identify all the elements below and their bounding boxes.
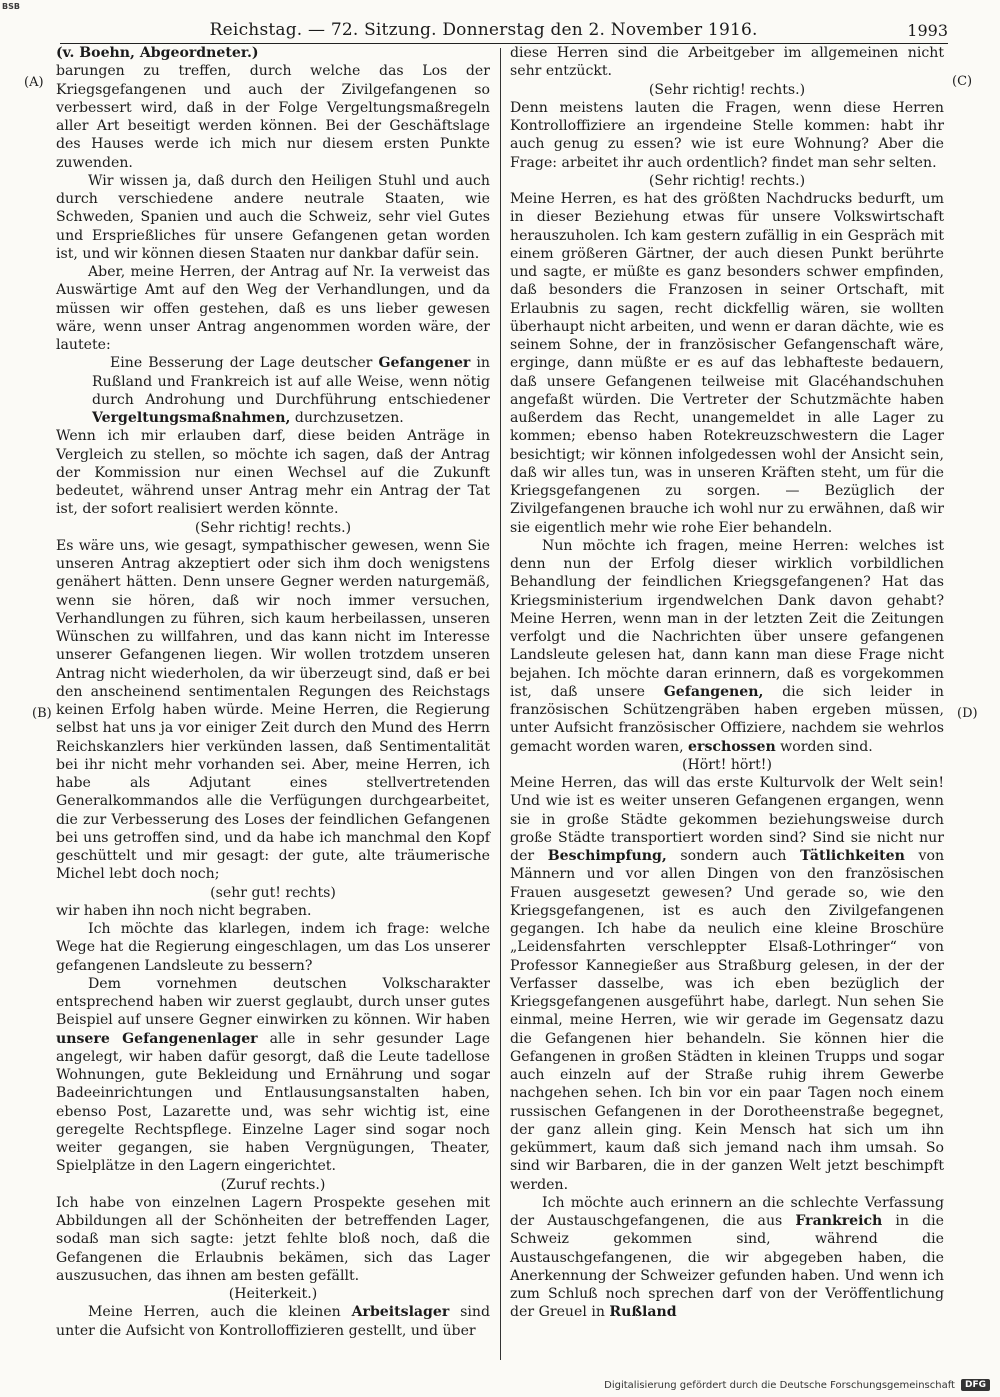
text-span: Eine Besserung der Lage deutscher bbox=[110, 355, 373, 372]
page-header bbox=[60, 14, 948, 44]
emphasis: Gefangener bbox=[378, 355, 471, 372]
header-title: Reichstag. — 72. Sitzung. Donnerstag den 2. November 1916. bbox=[209, 20, 758, 40]
text-span: in Rußland und Frankreich ist auf alle Weise, wenn nötig durch Androhung und Durchführung entschiedener bbox=[92, 355, 490, 408]
margin-mark-b: (B) bbox=[32, 706, 52, 721]
text-span: Ich möchte auch erinnern an die schlechte Verfassung der Austauschgefangenen, die aus bbox=[510, 1194, 944, 1229]
emphasis: Vergeltungsmaßnahmen, bbox=[92, 410, 291, 426]
interjection: (Sehr richtig! rechts.) bbox=[194, 519, 352, 536]
left-column bbox=[56, 44, 490, 1340]
text-span: in die Schweiz gekommen sind, während die Austauschgefangenen, die wir abgegeben haben, die Anerkennung der Schweizer gefunden haben. Und wenn ich zum Schluß noch sprechen darf von der Veröffentlichung der Greuel in bbox=[510, 1213, 944, 1321]
margin-mark-d: (D) bbox=[957, 706, 978, 721]
paragraph bbox=[56, 1303, 490, 1340]
interjection: (sehr gut! rechts) bbox=[210, 884, 336, 901]
paragraph bbox=[510, 1194, 944, 1322]
paragraph: Wenn ich mir erlauben darf, diese beiden Anträge in Vergleich zu stellen, so möchte ich sagen, daß der Antrag der Kommission nur einen Wechsel auf die Zukunft bedeutet, während unser Antrag mehr ein Antrag der Tat ist, der sofort realisiert werden könnte. bbox=[56, 428, 490, 518]
emphasis: Frankreich bbox=[795, 1213, 883, 1229]
text-span: die sich leider in französischen Schützengräben haben ergeben müssen, unter Aufsicht französischer Offiziere, nachdem sie wehrlos gemacht worden waren, bbox=[510, 683, 945, 755]
emphasis: erschossen bbox=[688, 738, 776, 755]
margin-mark-a: (A) bbox=[24, 75, 44, 90]
speaker-line: (v. Boehn, Abgeordneter.) bbox=[56, 45, 259, 61]
paragraph: Ich möchte das klarlegen, indem ich frage: welche Wege hat die Regierung eingeschlagen, um das Los unserer gefangenen Landsleute zu bessern? bbox=[56, 921, 490, 974]
paragraph: Meine Herren, es hat des größten Nachdrucks bedurft, um in dieser Beziehung etwas für unsere Volkswirtschaft herauszuholen. Ich kam gestern zufällig in ein Gespräch mit einem größeren Gärtner, der auch diesen Punkt berührte und sagte, er müßte es ganz besonders schwer empfinden, daß besonders die Franzosen in seiner Ortschaft, mit Erlaubnis zu sagen, recht dickfellig wären, sie wollten überhaupt nicht arbeiten, und wenn er daran dächte, wie es seinem Sohne, der in französischer Gefangenschaft wäre, erginge, dann müßte er es auf das lebhafteste bedauern, daß unsere Gefangenen teilweise mit Glacéhandschuhen angefaßt würden. Die Vertreter der Schutzmächte haben außerdem das Recht, unangemeldet in alle Lager zu kommen; ebenso haben Rotekreuzschwestern die Lager besichtigt; wir können infolgedessen wohl der Ansicht sein, daß wir alles tun, was in unseren Kräften steht, um für die Kriegsgefangenen zu sorgen. — Bezüglich der Zivilgefangenen brauche ich wohl nur zu erwähnen, daß wir sie eigentlich mehr wie rohe Eier behandeln. bbox=[510, 191, 944, 536]
interjection: (Sehr richtig! rechts.) bbox=[648, 172, 806, 189]
text-span: worden sind. bbox=[780, 738, 873, 755]
paragraph: Denn meistens lauten die Fragen, wenn diese Herren Kontrolloffiziere an irgendeine Stelle kommen: habt ihr auch genug zu essen? wie ist eure Wohnung? Aber die Frage: arbeitet ihr auch ordentlich? findet man sehr selten. bbox=[510, 99, 944, 171]
paragraph bbox=[510, 774, 944, 1194]
emphasis: Gefangenen, bbox=[663, 683, 764, 700]
text-span: sind unter die Aufsicht von Kontrolloffizieren gestellt, und über bbox=[56, 1304, 490, 1339]
emphasis: Arbeitslager bbox=[351, 1304, 450, 1321]
text-span: Nun möchte ich fragen, meine Herren: welches ist denn nun der Erfolg dieser wirklich vorbildlichen Behandlung der feindlichen Kriegsgefangenen? Hat das Kriegsministerium irgendwelchen Dank davon gehabt? Meine Herren, wenn man in der letzten Zeit die Zeitungen verfolgt und die Nachrichten über unsere gefangenen Landsleute gelesen hat, dann kann man diese Frage nicht bejahen. Ich möchte daran erinnern, daß es vorgekommen ist, daß unsere bbox=[510, 537, 944, 700]
emphasis: Tätlichkeiten bbox=[800, 848, 905, 864]
interjection: (Sehr richtig! rechts.) bbox=[648, 81, 806, 98]
paragraph: Wir wissen ja, daß durch den Heiligen Stuhl und auch durch verschiedene andere neutrale Staaten, wie Schweden, Spanien und auch die Schweiz, sehr viel Gutes und Ersprießliches für unsere Gefangenen getan worden ist, und wir können diesen Staaten nur dankbar dafür sein. bbox=[56, 172, 490, 262]
interjection: (Hört! hört!) bbox=[682, 756, 772, 773]
interjection: (Zuruf rechts.) bbox=[220, 1176, 326, 1193]
paragraph: Es wäre uns, wie gesagt, sympathischer gewesen, wenn Sie unseren Antrag akzeptiert oder sich ihm doch wenigstens genähert hätten. Denn unsere Gegner werden naturgemäß, wenn sie hören, daß wir noch immer versuchen, Verhandlungen zu führen, sich kaum herbeilassen, unseren Wünschen zu willfahren, und das kann nicht im Interesse unserer Gefangenen liegen. Wir wollen trotzdem unseren Antrag nicht wiederholen, da wir überzeugt sind, daß er bei den anscheinend sentimentalen Regungen des Reichstags keinen Erfolg haben würde. Meine Herren, die Regierung selbst hat uns ja vor einiger Zeit durch den Mund des Herrn Reichskanzlers hier verkünden lassen, daß Sentimentalität bei ihr nicht mehr vorhanden sei. Aber, meine Herren, ich habe als Adjutant eines stellvertretenden Generalkommandos alle die Verfügungen durchgearbeitet, die zur Verbesserung des Loses der feindlichen Gefangenen bei uns getroffen sind, und da habe ich manchmal den Kopf geschüttelt und mir gesagt: der gute, alte träumerische Michel lebt doch noch; bbox=[56, 537, 490, 883]
dfg-logo: DFG bbox=[961, 1379, 990, 1391]
paragraph bbox=[510, 537, 944, 756]
paragraph bbox=[56, 975, 490, 1176]
text-span: Dem vornehmen deutschen Volkscharakter entsprechend haben wir zuerst geglaubt, durch unser gutes Beispiel auf unsere Gegner einwirken zu können. Wir haben bbox=[56, 975, 490, 1029]
text-span: sondern auch bbox=[680, 848, 787, 864]
footer bbox=[604, 1379, 990, 1391]
text-span: durchzusetzen. bbox=[294, 410, 404, 426]
text-span: Meine Herren, auch die kleinen bbox=[88, 1304, 341, 1321]
emphasis: Rußland bbox=[609, 1304, 677, 1321]
right-column bbox=[510, 44, 944, 1322]
emphasis: Beschimpfung, bbox=[547, 848, 667, 864]
margin-mark-c: (C) bbox=[952, 74, 973, 89]
paragraph: diese Herren sind die Arbeitgeber im allgemeinen nicht sehr entzückt. bbox=[510, 45, 944, 80]
text-span: Meine Herren, das will das erste Kulturvolk der Welt sein! Und wie ist es weiter unseren Gefangenen ergangen, wenn sie in große Städte gekommen beziehungsweise durch große Städte transportiert worden sind? Sind sie nicht nur der bbox=[510, 775, 944, 864]
motion-quote bbox=[92, 354, 490, 427]
paragraph: Ich habe von einzelnen Lagern Prospekte gesehen mit Abbildungen all der Schönheiten der betreffenden Lager, sodaß man sich sagte: jetzt fehlte bloß noch, daß die Gefangenen die Erlaubnis bekämen, sich das Lager auszusuchen, das ihnen am besten gefällt. bbox=[56, 1194, 490, 1284]
text-span: von Männern und vor allen Dingen von den französischen Frauen ausgesetzt gewesen? Und gerade so, wie den Kriegsgefangenen, ist es auch den Zivilgefangenen gegangen. Ich habe da neulich eine kleine Broschüre „Leidensfahrten verschleppter Elsaß-Lothringer“ von Professor Kannegießer aus Straßburg gelesen, in der der Verfasser dasselbe, was ich eben bezüglich der Kriegsgefangenen ausgeführt habe, darlegt. Nun sehen Sie einmal, meine Herren, wie wir gerade im Gegensatz dazu die Gefangenen hier behandeln. Sie können hier die Gefangenen in großen Städten in kleinen Trupps und sogar auch einzeln auf der Straße ruhig ihrem Gewerbe nachgehen sehen. Ich bin vor ein paar Tagen noch einem russischen Gefangenen in der Dorotheenstraße begegnet, der ganz allein ging. Kein Mensch hat sich um ihn gekümmert, kaum daß sich jemand nach ihm umsah. So sind wir Barbaren, die in der ganzen Welt jetzt beschimpft werden. bbox=[510, 848, 945, 1193]
library-tag: BSB bbox=[2, 2, 20, 11]
funding-note: Digitalisierung gefördert durch die Deutsche Forschungsgemeinschaft bbox=[604, 1379, 955, 1391]
emphasis: unsere Gefangenenlager bbox=[56, 1030, 258, 1047]
page-number: 1993 bbox=[907, 21, 948, 40]
paragraph: barungen zu treffen, durch welche das Los der Kriegsgefangenen und auch der Zivilgefangenen so verbessert wird, daß in der Folge Vergeltungsmaßregeln aller Art beseitigt werden können. Bei der Geschäftslage des Hauses werde ich mich nur diesem ersten Punkte zuwenden. bbox=[56, 63, 490, 171]
text-span: alle in sehr gesunder Lage angelegt, wir haben dafür gesorgt, daß die Leute tadellose Wohnungen, gute Bekleidung und Ernährung und sogar Badeeinrichtungen und Entlausungsanstalten haben, ebenso Post, Lazarette und, was sehr wichtig ist, eine geregelte Rechtspflege. Einzelne Lager sind sogar noch weiter gegangen, sie haben Vergnügungen, Theater, Spielplätze in den Lagern eingerichtet. bbox=[56, 1030, 491, 1175]
paragraph: Aber, meine Herren, der Antrag auf Nr. Ia verweist das Auswärtige Amt auf den Weg der Verhandlungen, und da müssen wir offen gestehen, daß es uns lieber gewesen wäre, wenn unser Antrag angenommen worden wäre, der lautete: bbox=[56, 264, 490, 353]
paragraph: wir haben ihn noch nicht begraben. bbox=[56, 902, 312, 919]
interjection: (Heiterkeit.) bbox=[228, 1286, 318, 1302]
column-divider bbox=[500, 48, 501, 1360]
